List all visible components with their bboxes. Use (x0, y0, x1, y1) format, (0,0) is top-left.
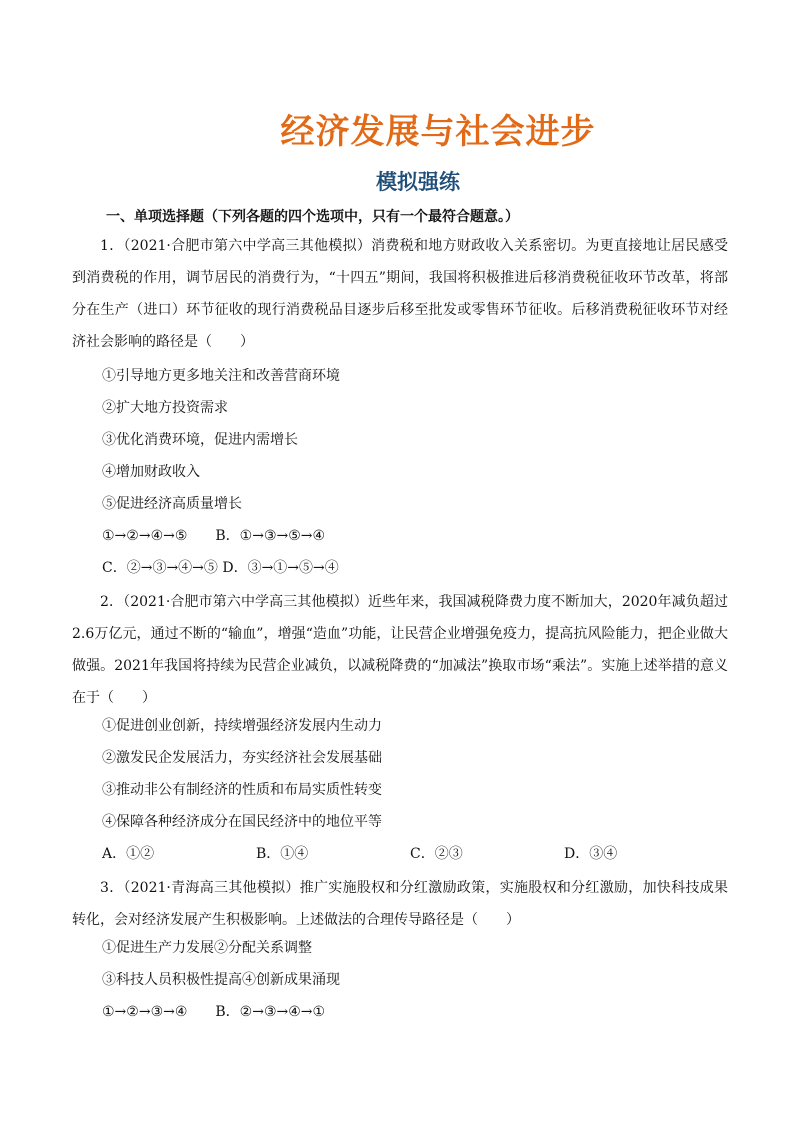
q2-item-4: ④保障各种经济成分在国民经济中的地位平等 (102, 814, 382, 830)
q2-item-3: ③推动非公有制经济的性质和布局实质性转变 (102, 782, 382, 798)
q2-choice-a: A．①② (102, 846, 155, 862)
q3-choices-ab: ①→②→③→④ B．②→③→④→① (102, 1004, 326, 1020)
q2-choice-d: D．③④ (564, 846, 618, 862)
section-heading: 一、单项选择题（下列各题的四个选项中，只有一个最符合题意。） (106, 209, 519, 225)
q2-choice-b: B．①④ (256, 846, 309, 862)
q2-item-2: ②激发民企发展活力，夯实经济社会发展基础 (102, 750, 382, 766)
question-1-stem: 1．（2021·合肥市第六中学高三其他模拟）消费税和地方财政收入关系密切。为更直接地让居民感受到消费税的作用，调节居民的消费行为，“十四五”期间，我国将积极推进后移消费税征收环节改革，将部分在生产（进口）环节征收的现行消费税品目逐步后移至批发或零售环节征收。后移消费税征收环节对经济社会影响的路径是（ ） (72, 238, 728, 350)
q1-item-4: ④增加财政收入 (102, 464, 200, 480)
q2-choice-c: C．②③ (410, 846, 463, 862)
question-2-stem: 2．（2021·合肥市第六中学高三其他模拟）近些年来，我国减税降费力度不断加大，2020年减负超过2.6万亿元，通过不断的“输血”，增强“造血”功能，让民营企业增强免疫力，提高抗风险能力，把企业做大做强。2021年我国将持续为民营企业减负，以减税降费的“加减法”换取市场“乘法”。实施上述举措的意义在于（ ） (72, 594, 728, 706)
q1-item-3: ③优化消费环境，促进内需增长 (102, 432, 298, 448)
question-3-stem: 3．（2021·青海高三其他模拟）推广实施股权和分红激励政策，实施股权和分红激励，加快科技成果转化，会对经济发展产生积极影响。上述做法的合理传导路径是（ ） (72, 880, 728, 928)
q3-item-1: ①促进生产力发展②分配关系调整 (102, 940, 312, 956)
q1-item-1: ①引导地方更多地关注和改善营商环境 (102, 368, 340, 384)
page-title: 经济发展与社会进步 (280, 112, 596, 152)
q1-choices-cd: C．②→③→④→⑤ D．③→①→⑤→④ (102, 560, 339, 576)
q3-item-2: ③科技人员积极性提高④创新成果涌现 (102, 972, 340, 988)
q1-item-5: ⑤促进经济高质量增长 (102, 496, 242, 512)
page-subtitle: 模拟强练 (376, 170, 460, 194)
q1-choices-ab: ①→②→④→⑤ B．①→③→⑤→④ (102, 528, 326, 544)
q2-choices (102, 844, 702, 864)
q2-item-1: ①促进创业创新，持续增强经济发展内生动力 (102, 718, 382, 734)
q1-item-2: ②扩大地方投资需求 (102, 400, 228, 416)
